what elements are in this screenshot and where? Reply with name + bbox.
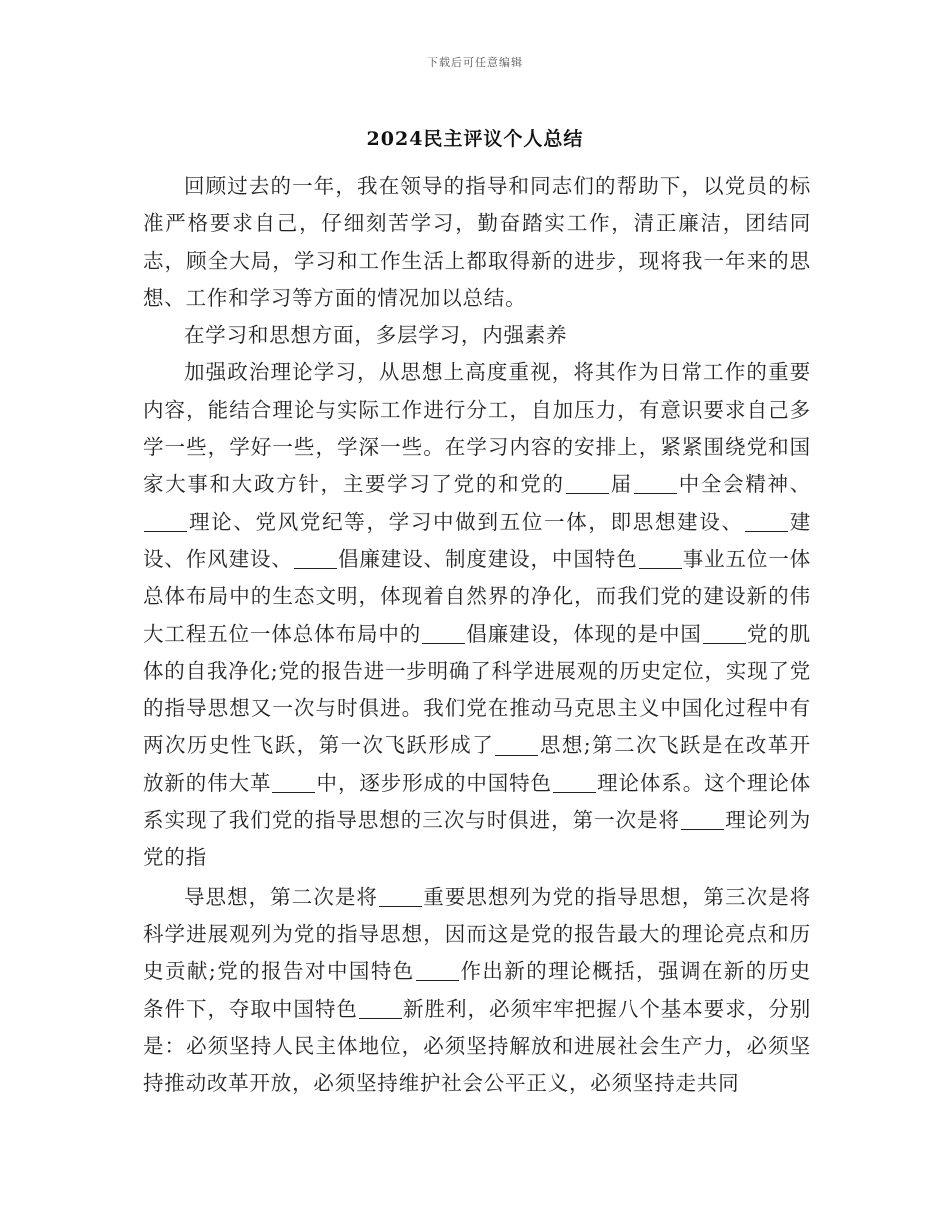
blank-underline bbox=[566, 472, 609, 495]
blank-underline bbox=[416, 959, 459, 982]
blank-underline bbox=[745, 509, 788, 532]
blank-underline bbox=[422, 621, 465, 644]
paragraph-continued: 导思想，第二次是将 重要思想列为党的指导思想，第三次是将科学进展观列为党的指导思想，因而这是党的报告最大的理论亮点和历史贡献;党的报告对中国特色 作出新的理论概括，强调在新的历史条件下，夺取中国特色 新胜利，必须牢牢把握八个基本要求，分别是：必须坚持人民主体地位，必须坚持解放和进展社会生产力，必须坚持推动改革开放，必须坚持维护社会公平正义，必须坚持走共同 bbox=[143, 884, 811, 1096]
paragraph-section-heading: 在学习和思想方面，多层学习，内强素养 bbox=[184, 323, 568, 348]
header-note: 下载后可任意编辑 bbox=[427, 56, 523, 69]
blank-underline bbox=[553, 770, 596, 793]
blank-underline bbox=[359, 996, 402, 1019]
blank-underline bbox=[634, 472, 677, 495]
blank-underline bbox=[703, 621, 746, 644]
blank-underline bbox=[294, 547, 337, 570]
paragraph-intro: 回顾过去的一年，我在领导的指导和同志们的帮助下，以党员的标准严格要求自己，仔细刻苦学习，勤奋踏实工作，清正廉洁，团结同志，顾全大局，学习和工作生活上都取得新的进步，现将我一年来的思想、工作和学习等方面的情况加以总结。 bbox=[143, 174, 811, 310]
document-body bbox=[143, 168, 811, 1102]
blank-underline bbox=[681, 808, 724, 831]
page-title: 2024民主评议个人总结 bbox=[366, 128, 584, 150]
blank-underline bbox=[272, 770, 315, 793]
blank-underline bbox=[495, 733, 538, 756]
blank-underline bbox=[379, 884, 422, 907]
blank-underline bbox=[639, 547, 682, 570]
blank-underline bbox=[144, 509, 187, 532]
paragraph-study: 加强政治理论学习，从思想上高度重视，将其作为日常工作的重要内容，能结合理论与实际工作进行分工，自加压力，有意识要求自己多学一些，学好一些，学深一些。在学习内容的安排上，紧紧围绕党和国家大事和大政方针，主要学习了党的和党的 届 中全会精神、理论、党风党纪等，学习中做到五位一体，即思想建设、 建设、作风建设、 倡廉建设、制度建设，中国特色 事业五位一体总体布局中的生态文明，体现着自然界的净化，而我们党的建设新的伟大工程五位一体总体布局中的 倡廉建设，体现的是中国 党的肌体的自我净化;党的报告进一步明确了科学进展观的历史定位，实现了党的指导思想又一次与时俱进。我们党在推动马克思主义中国化过程中有两次历史性飞跃，第一次飞跃形成了 思想;第二次飞跃是在改革开放新的伟大革 中，逐步形成的中国特色 理论体系。这个理论体系实现了我们党的指导思想的三次与时俱进，第一次是将 理论列为党的指 bbox=[143, 360, 812, 870]
